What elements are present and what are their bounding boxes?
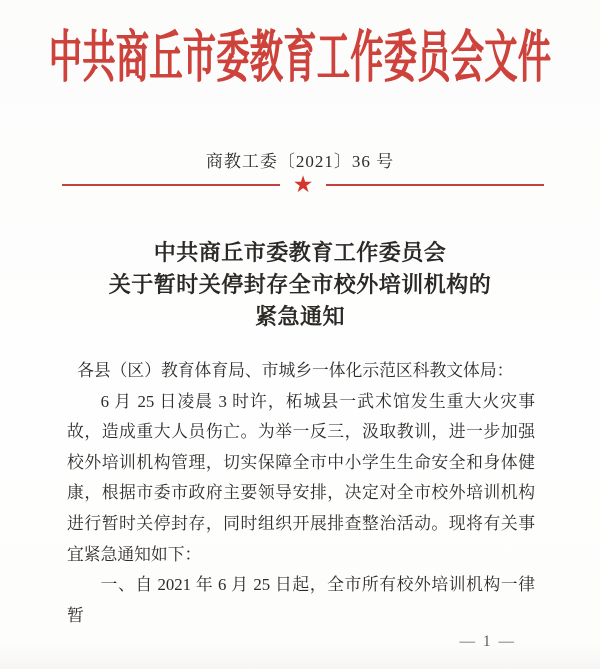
star-icon: ★ bbox=[292, 171, 314, 197]
title-line-3: 紧急通知 bbox=[254, 304, 345, 329]
body-paragraph-1: 6 月 25 日凌晨 3 时许，柘城县一武术馆发生重大火灾事故，造成重大人员伤亡。为举一反三，汲取教训，进一步加强校外培训机构管理，切实保障全市中小学生生命安全和身体健康，根据市委市政府主要领导安排，决定对全市校外培训机构进行暂时关停封存，同时组织开展排查整治活动。现将有关事宜紧急通知如下： bbox=[67, 391, 535, 564]
salutation: 各县（区）教育体育局、市城乡一体化示范区科教文体局： bbox=[77, 361, 514, 380]
title-line-2: 关于暂时关停封存全市校外培训机构的 bbox=[108, 272, 492, 297]
masthead-org-name: 中共商丘市委教育工作委员会文件 bbox=[48, 28, 552, 90]
divider-line-right bbox=[326, 184, 544, 186]
title-line-1: 中共商丘市委教育工作委员会 bbox=[153, 240, 447, 265]
document-body bbox=[67, 356, 535, 631]
document-masthead bbox=[0, 16, 600, 90]
body-paragraph-2: 一、自 2021 年 6 月 25 日起，全市所有校外培训机构一律暂 bbox=[67, 575, 535, 625]
document-number: 商教工委〔2021〕36 号 bbox=[205, 152, 395, 171]
divider-line-left bbox=[62, 184, 280, 186]
masthead-divider bbox=[62, 172, 544, 198]
document-title bbox=[0, 237, 600, 333]
page-number: — 1 — bbox=[459, 633, 516, 650]
